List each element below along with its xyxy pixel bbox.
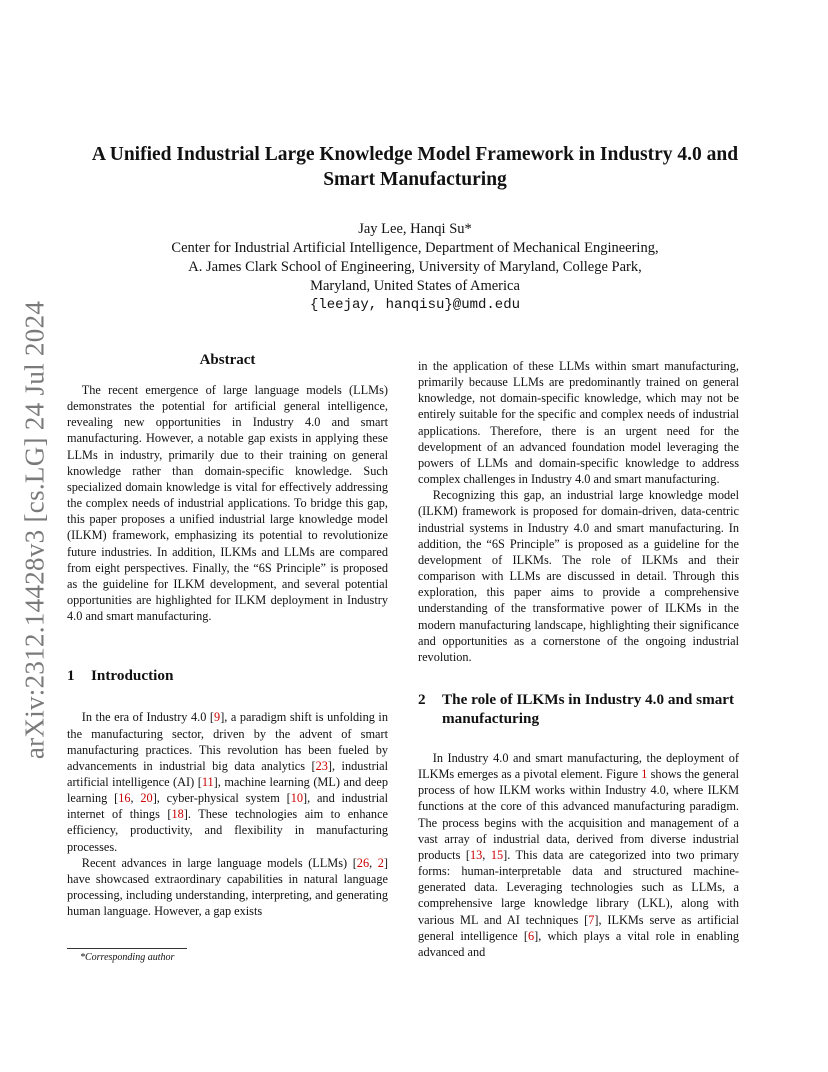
citation-link[interactable]: 9 [214,710,221,725]
left-column [67,350,388,919]
abstract-heading: Abstract [199,352,256,368]
title-line-1: A Unified Industrial Large Knowledge Model Framework in Industry 4.0 and [91,144,739,165]
paper-title [70,142,760,192]
affiliation-line-3: Maryland, United States of America [310,278,520,294]
affiliation-line-2: A. James Clark School of Engineering, University of Maryland, College Park, [188,259,642,275]
citation-link[interactable]: 18 [171,807,184,822]
footnote-corresponding-author: *Corresponding author [80,952,175,963]
intro-paragraph-1: In the era of Industry 4.0 [9], a paradigm shift is unfolding in the manufacturing sector, driven by the advent of smart manufacturing practices. This revolution has been fueled by advancements in industrial big data analytics [23], industrial artificial intelligence (AI) [11], machine learning (ML) and deep learning [16, 20], cyber-physical system [10], and industrial internet of things [18]. These technologies aim to enhance efficiency, productivity, and flexibility in manufacturing processes. [67,710,388,854]
citation-link[interactable]: 16 [118,791,131,806]
citation-link[interactable]: 7 [588,912,595,927]
arxiv-sidebar-stamp [12,300,58,760]
author-email: {leejay, hanqisu}@umd.edu [309,297,521,313]
citation-link[interactable]: 10 [290,791,303,806]
author-names: Jay Lee, Hanqi Su* [358,221,472,237]
citation-link[interactable]: 20 [140,791,153,806]
section-1-number: 1 [67,667,75,685]
section-2-title: The role of ILKMs in Industry 4.0 and smart manufacturing [442,690,735,727]
citation-link[interactable]: 26 [356,855,370,870]
abstract-text: The recent emergence of large language models (LLMs) demonstrates the potential for artificial general intelligence, revealing new opportunities in Industry 4.0 and smart manufacturing. However, a notable gap exists in applying these LLMs in industry, primarily due to their training on general knowledge rather than domain-specific knowledge. Such specialized domain knowledge is vital for effectively addressing the complex needs of industrial applications. To bridge this gap, this paper proposes a unified industrial large knowledge model (ILKM) framework, emphasizing its potential to revolutionize future industries. In addition, ILKMs and LLMs are compared from eight perspectives. Finally, the “6S Principle” is proposed as the guideline for ILKM development, and several potential opportunities are highlighted for ILKM deployment in Industry 4.0 and smart manufacturing. [67,383,388,624]
citation-link[interactable]: 23 [315,758,328,773]
citation-link[interactable]: 6 [528,928,535,943]
title-line-2: Smart Manufacturing [323,169,507,190]
affiliation-line-1: Center for Industrial Artificial Intelligence, Department of Mechanical Engineering, [171,240,659,256]
citation-link[interactable]: 11 [201,774,214,789]
author-block [70,220,760,315]
section-2-paragraph-1: In Industry 4.0 and smart manufacturing, the deployment of ILKMs emerges as a pivotal element. Figure 1 shows the general process of how ILKM works within Industry 4.0, where ILKM functions at the core of this advanced manufacturing paradigm. The process begins with the acquisition and management of a vast array of industrial data, derived from diverse industrial products [13, 15]. This data are categorized into two primary forms: human-interpretable data and structured machine-generated data. Leveraging technologies such as LLMs, a comprehensive large knowledge library (LKL), along with various ML and AI techniques [7], ILKMs serve as artificial general intelligence [6], which plays a vital role in enabling advanced and [418,750,739,959]
section-2-number: 2 [418,690,426,708]
section-2-heading [418,690,739,728]
citation-link[interactable]: 2 [377,855,384,870]
citation-link[interactable]: 13 [469,847,483,862]
figure-reference-link[interactable]: 1 [641,767,648,782]
section-1-heading [67,666,388,685]
intro-paragraph-3: Recognizing this gap, an industrial large knowledge model (ILKM) framework is proposed for domain-driven, data-centric industrial systems in Industry 4.0 and smart manufacturing. In addition, the “6S Principle” is proposed as a guideline for the development of ILKMs. The role of ILKMs and their comparison with LLMs are discussed in detail. Through this exploration, this paper aims to provide a comprehensive understanding of the transformative power of ILKMs in the modern manufacturing landscape, highlighting their significance and opportunities as a cornerstone of the ongoing industrial revolution. [418,488,739,664]
citation-link[interactable]: 15 [490,847,504,862]
intro-paragraph-2-continued: in the application of these LLMs within smart manufacturing, primarily because LLMs are predominantly trained on general knowledge, not domain-specific knowledge, which may not be entirely suitable for the specific and complex needs of industrial applications. Therefore, there is an urgent need for the development of an advanced foundation model leveraging the powers of LLMs and domain-specific knowledge to address complex challenges in Industry 4.0 and smart manufacturing. [418,359,739,487]
section-1-title: Introduction [91,667,174,685]
right-column [418,358,739,960]
intro-paragraph-2: Recent advances in large language models (LLMs) [26, 2] have showcased extraordinary capabilities in natural language processing, including understanding, interpreting, and generating human language. However, a gap exists [67,855,389,919]
arxiv-id: arXiv:2312.14428v3 [cs.LG] 24 Jul 2024 [19,300,50,760]
footnote-rule [67,948,187,949]
